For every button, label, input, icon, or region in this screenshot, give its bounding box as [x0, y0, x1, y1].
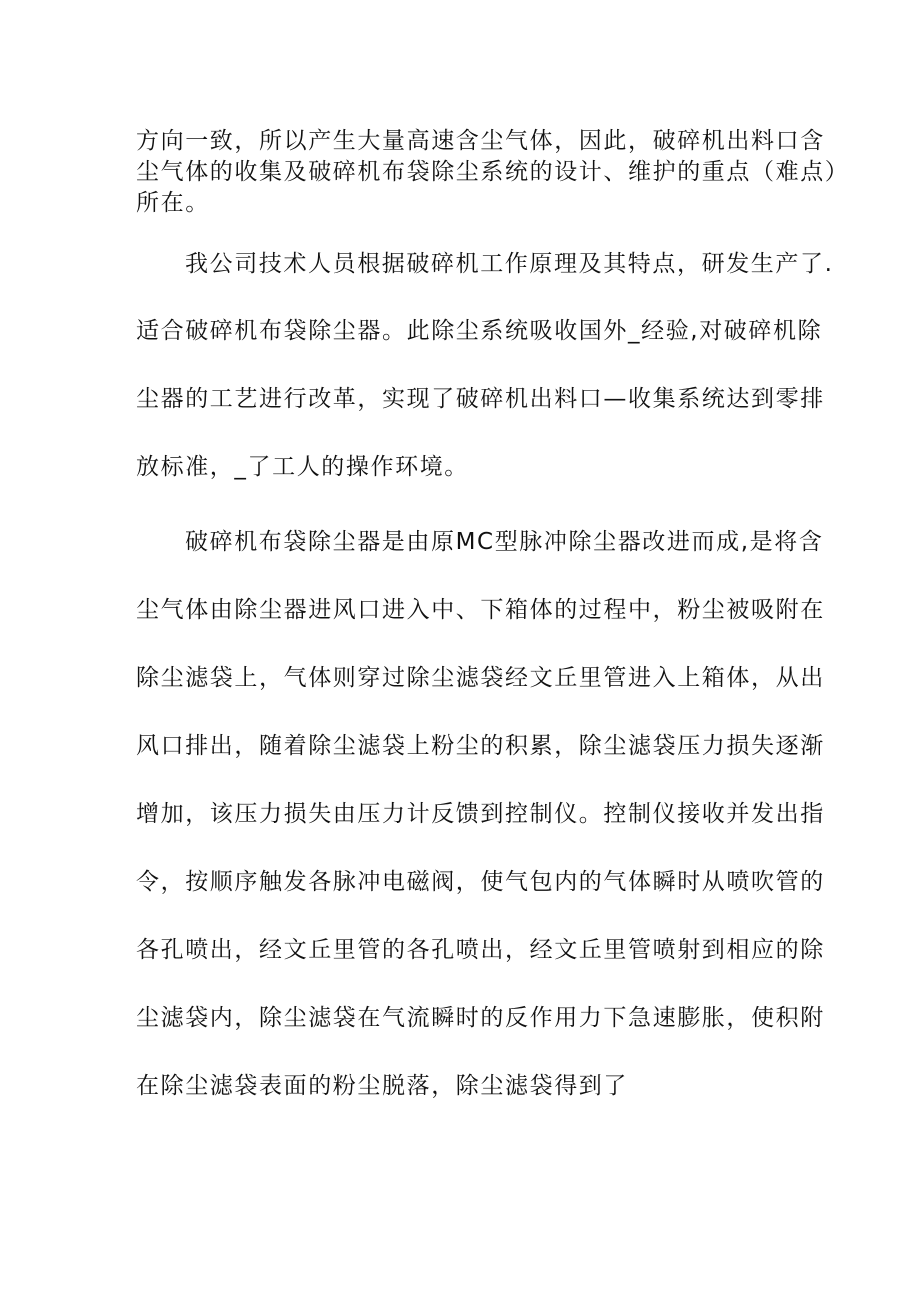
- text-line: 增加，该压力损失由压力计反馈到控制仪。控制仪接收并发出指: [136, 801, 825, 827]
- text-line: 尘气体的收集及破碎机布袋除尘系统的设计、维护的重点（难点）: [136, 159, 850, 185]
- text-line: 放标准，_了工人的操作环境。: [136, 454, 469, 480]
- text-line: 方向一致，所以产生大量高速含尘气体，因此，破碎机出料口含: [136, 128, 825, 154]
- text-line: 各孔喷出，经文丘里管的各孔喷出，经文丘里管喷射到相应的除: [136, 937, 825, 963]
- text-line: 风口排出，随着除尘滤袋上粉尘的积累，除尘滤袋压力损失逐渐: [136, 733, 825, 759]
- text-line: 令，按顺序触发各脉冲电磁阀，使气包内的气体瞬时从喷吹管的: [136, 869, 825, 895]
- text-line: 尘气体由除尘器进风口进入中、下箱体的过程中，粉尘被吸附在: [136, 597, 825, 623]
- text-line: 破碎机布袋除尘器是由原MC型脉冲除尘器改进而成,是将含: [185, 529, 824, 555]
- text-line: 适合破碎机布袋除尘器。此除尘系统吸收国外_经验,对破碎机除: [136, 318, 823, 344]
- text-line: 我公司技术人员根据破碎机工作原理及其特点，研发生产了.: [185, 251, 834, 277]
- text-line: 尘器的工艺进行改革，实现了破碎机出料口—收集系统达到零排: [136, 386, 825, 412]
- text-line: 在除尘滤袋表面的粉尘脱落，除尘滤袋得到了: [136, 1073, 628, 1099]
- text-line: 尘滤袋内，除尘滤袋在气流瞬时的反作用力下急速膨胀，使积附: [136, 1005, 825, 1031]
- text-line: 所在。: [136, 190, 210, 216]
- text-line: 除尘滤袋上，气体则穿过除尘滤袋经文丘里管进入上箱体，从出: [136, 665, 825, 691]
